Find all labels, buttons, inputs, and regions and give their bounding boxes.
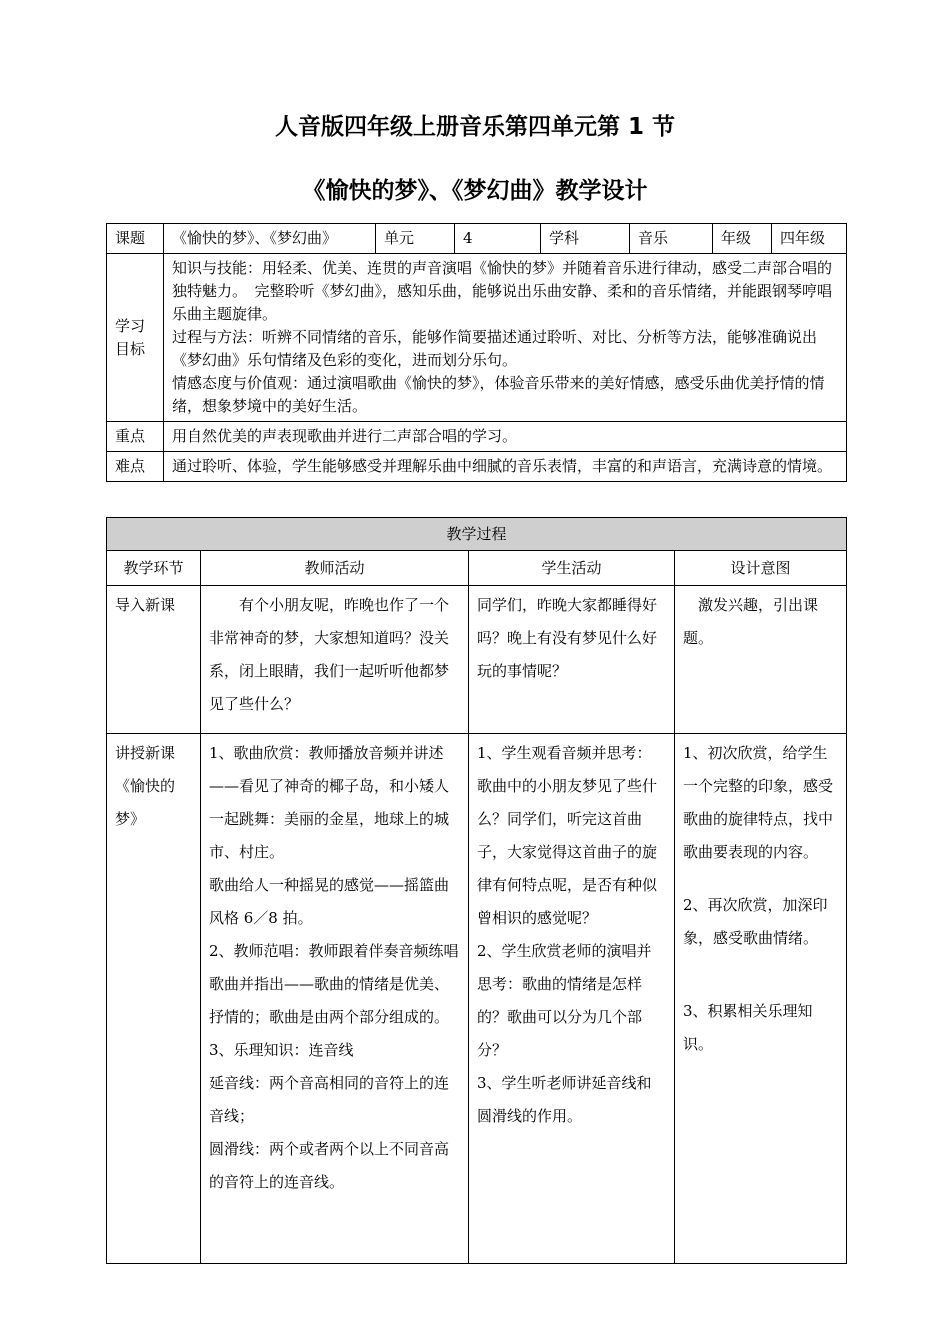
teaching-process-table xyxy=(106,517,847,1264)
header-student: 学生活动 xyxy=(469,551,675,586)
teacher-step1-note: 歌曲给人一种摇晃的感觉——摇篮曲风格 6／8 拍。 xyxy=(209,876,450,927)
teacher-step2: 2、教师范唱：教师跟着伴奏音频练唱歌曲并指出——歌曲的情绪是优美、抒情的；歌曲是由两个部分组成的。 xyxy=(209,942,459,1026)
header-intent: 设计意图 xyxy=(675,551,847,586)
teacher-tie-definition: 延音线：两个音高相同的音符上的连音线； xyxy=(209,1074,450,1125)
student-intro xyxy=(469,586,675,734)
objectives-label: 学习目标 xyxy=(107,254,164,422)
teacher-intro xyxy=(201,586,469,734)
unit-label: 单元 xyxy=(376,224,455,254)
document-title-line1: 人音版四年级上册音乐第四单元第 1 节 xyxy=(274,114,676,140)
intent-intro-text: 激发兴趣，引出课题。 xyxy=(683,596,819,647)
teacher-new-lesson xyxy=(201,734,469,1264)
process-row-new-lesson xyxy=(107,734,847,1264)
grade-label: 年级 xyxy=(713,224,772,254)
student-step3: 3、学生听老师讲延音线和圆滑线的作用。 xyxy=(477,1074,652,1125)
teacher-intro-text: 有个小朋友呢，昨晚也作了一个非常神奇的梦，大家想知道吗？没关系，闭上眼睛，我们一起听听他都梦见了些什么？ xyxy=(209,596,450,713)
info-row-key xyxy=(107,422,847,452)
subject-value: 音乐 xyxy=(630,224,713,254)
key-value: 用自然优美的声表现歌曲并进行二声部合唱的学习。 xyxy=(164,422,847,452)
topic-value: 《愉快的梦》、《梦幻曲》 xyxy=(164,224,376,254)
process-row-intro xyxy=(107,586,847,734)
subject-label: 学科 xyxy=(541,224,630,254)
document-title-line2: 《愉快的梦》、《梦幻曲》教学设计 xyxy=(302,178,648,204)
difficulty-value: 通过聆听、体验，学生能够感受并理解乐曲中细腻的音乐表情，丰富的和声语言，充满诗意的情境。 xyxy=(164,452,847,482)
intent-new-lesson xyxy=(675,734,847,1264)
stage-new-lesson: 讲授新课《愉快的梦》 xyxy=(107,734,201,1264)
teacher-slur-definition: 圆滑线：两个或者两个以上不同音高的音符上的连音线。 xyxy=(209,1140,450,1191)
student-step2: 2、学生欣赏老师的演唱并思考：歌曲的情绪是怎样的？歌曲可以分为几个部分？ xyxy=(477,942,652,1059)
intent-step1: 1、初次欣赏，给学生一个完整的印象，感受歌曲的旋律特点，找中歌曲要表现的内容。 xyxy=(683,744,834,861)
objectives-cell xyxy=(164,254,847,422)
unit-value: 4 xyxy=(455,224,541,254)
info-row-topic xyxy=(107,224,847,254)
student-step1: 1、学生观看音频并思考：歌曲中的小朋友梦见了些什么？同学们，听完这首曲子，大家觉得这首曲子的旋律有何特点呢，是否有种似曾相识的感觉呢？ xyxy=(477,744,658,927)
intent-intro xyxy=(675,586,847,734)
teacher-step1: 1、歌曲欣赏：教师播放音频并讲述——看见了神奇的椰子岛，和小矮人一起跳舞：美丽的金星，地球上的城市、村庄。 xyxy=(209,744,450,861)
info-row-objectives xyxy=(107,254,847,422)
lesson-info-table xyxy=(106,223,847,482)
key-label: 重点 xyxy=(107,422,164,452)
topic-label: 课题 xyxy=(107,224,164,254)
intent-step2: 2、再次欣赏，加深印象，感受歌曲情绪。 xyxy=(683,896,828,947)
student-new-lesson xyxy=(469,734,675,1264)
objective-emotion: 情感态度与价值观：通过演唱歌曲《愉快的梦》，体验音乐带来的美好情感，感受乐曲优美抒情的情绪，想象梦境中的美好生活。 xyxy=(172,374,825,415)
objective-process: 过程与方法：听辨不同情绪的音乐，能够作简要描述通过聆听、对比、分析等方法，能够准确说出《梦幻曲》乐句情绪及色彩的变化，进而划分乐句。 xyxy=(172,328,818,369)
process-band-title: 教学过程 xyxy=(107,518,847,551)
header-teacher: 教师活动 xyxy=(201,551,469,586)
header-stage: 教学环节 xyxy=(107,551,201,586)
intent-step3: 3、积累相关乐理知识。 xyxy=(683,1002,813,1053)
stage-intro: 导入新课 xyxy=(107,586,201,734)
student-intro-text: 同学们，昨晚大家都睡得好吗？晚上有没有梦见什么好玩的事情呢？ xyxy=(477,596,658,680)
info-row-difficulty xyxy=(107,452,847,482)
process-header-row xyxy=(107,551,847,586)
difficulty-label: 难点 xyxy=(107,452,164,482)
teacher-step3: 3、乐理知识：连音线 xyxy=(209,1041,354,1059)
grade-value: 四年级 xyxy=(772,224,847,254)
objective-knowledge: 知识与技能：用轻柔、优美、连贯的声音演唱《愉快的梦》并随着音乐进行律动，感受二声部合唱的独特魅力。 完整聆听《梦幻曲》，感知乐曲，能够说出乐曲安静、柔和的音乐情绪，并能跟钢琴哼唱乐曲主题旋律。 xyxy=(172,259,833,323)
